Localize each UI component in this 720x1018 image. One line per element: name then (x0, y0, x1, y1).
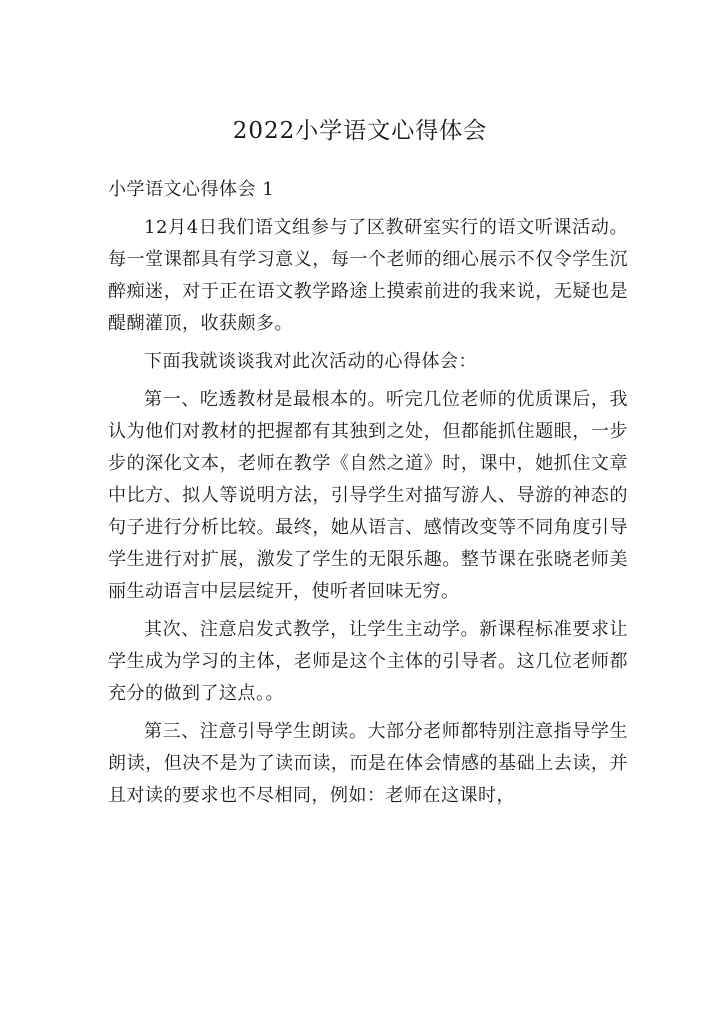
paragraph-3: 第一、吃透教材是最根本的。听完几位老师的优质课后，我认为他们对教材的把握都有其独到之处，但都能抓住题眼，一步步的深化文本，老师在教学《自然之道》时，课中，她抓住文章中比方、拟人等说明方法，引导学生对描写游人、导游的神态的句子进行分析比较。最终，她从语言、感情改变等不同角度引导学生进行对扩展，激发了学生的无限乐趣。整节课在张晓老师美丽生动语言中层层绽开，使听者回味无穷。 (108, 389, 628, 602)
paragraph-1: 12月4日我们语文组参与了区教研室实行的语文听课活动。每一堂课都具有学习意义，每一个老师的细心展示不仅令学生沉醉痴迷，对于正在语文教学路途上摸索前进的我来说，无疑也是醍醐灌顶，收获颇多。 (108, 217, 628, 334)
paragraph-2: 下面我就谈谈我对此次活动的心得体会： (144, 351, 477, 372)
paragraph-5: 第三、注意引导学生朗读。大部分老师都特别注意指导学生朗读，但决不是为了读而读，而是在体会情感的基础上去读，并且对读的要求也不尽相同，例如：老师在这课时， (108, 721, 628, 806)
section-heading: 小学语文心得体会 1 (108, 179, 275, 200)
document-title: 2022小学语文心得体会 (232, 118, 488, 144)
document-body (108, 174, 628, 818)
paragraph-4: 其次、注意启发式教学，让学生主动学。新课程标准要求让学生成为学习的主体，老师是这个主体的引导者。这几位老师都充分的做到了这点。。 (108, 619, 628, 704)
